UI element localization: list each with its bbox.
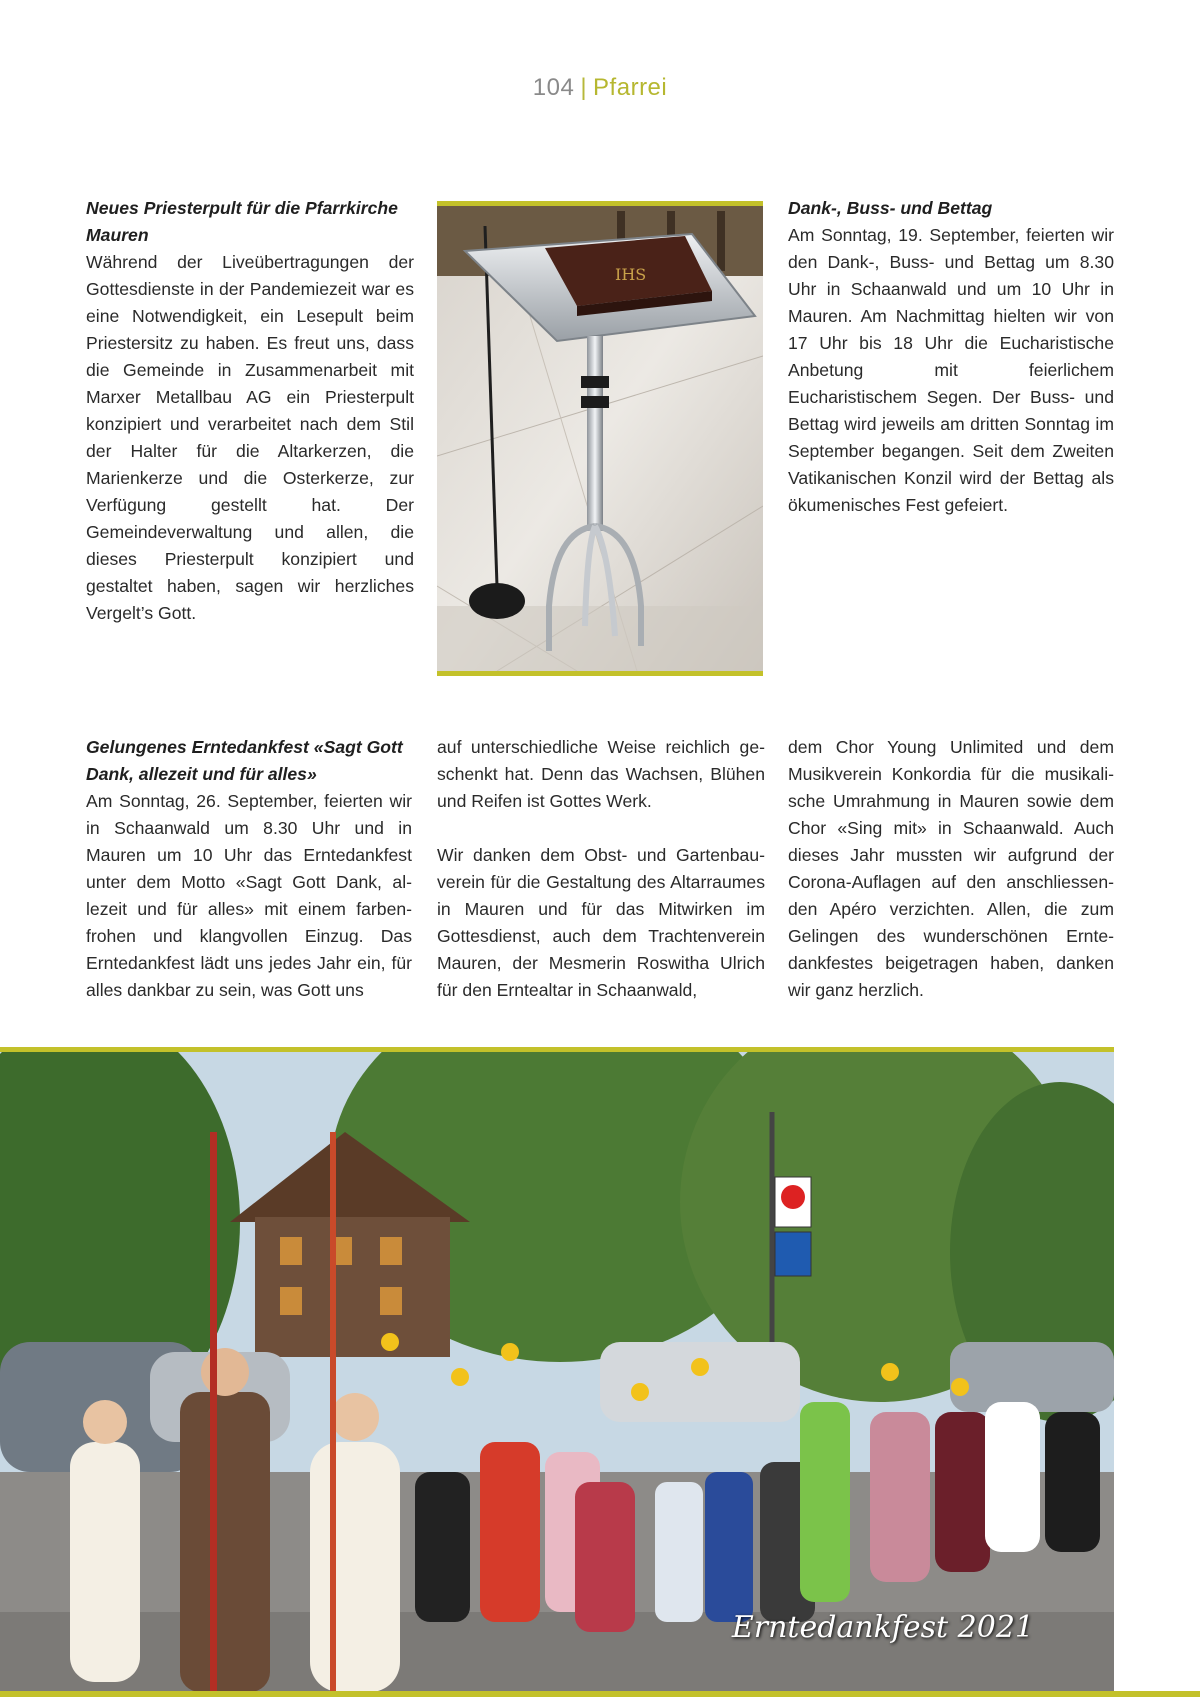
lectern-photo [437,201,763,676]
lectern-illustration [437,206,763,671]
page-number: 104 [532,74,575,101]
article-erntedank-col3 [788,734,1114,1004]
article-body: dem Chor Young Unlimited und dem Musikverein Konkordia für die musikalische Umrahmung in Mauren sowie dem Chor «Sing mit» in Schaanwald. Auch dieses Jahr mussten wir aufgrund der Corona-Auflagen auf den anschliessenden Apéro verzichten. Allen, die zum Gelingen des wunderschönen Erntedankfestes beigetragen haben, danken wir ganz herzlich. [788,737,1114,1000]
header-separator: | [580,74,588,101]
article-title: Neues Priesterpult für die Pfarrkirche Mauren [86,198,398,245]
article-title: Gelungenes Erntedankfest «Sagt Gott Dank, allezeit und für alles» [86,737,403,784]
section-title: Pfarrei [593,74,668,101]
article-body: Während der Liveübertragungen der Gottesdienste in der Pandemiezeit war es eine Notwendigkeit, ein Lesepult beim Priestersitz zu haben. Es freut uns, dass die Gemeinde in Zusammenarbeit mit Marxer Metallbau AG ein Priesterpult konzipiert und verarbeitet nach dem Stil der Halter für die Altarkerzen, die Marienkerze und die Osterkerze, zur Verfügung gestellt hat. Der Gemeindeverwaltung und allen, die dieses Priesterpult konzipiert und gestaltet haben, sagen wir herzliches Vergelt’s Gott. [86,252,414,623]
procession-photo [0,1047,1114,1697]
procession-illustration [0,1052,1114,1697]
article-body: Am Sonntag, 19. September, feierten wir den Dank-, Buss- und Bettag um 8.30 Uhr in Schaanwald und um 10 Uhr in Mauren. Am Nachmittag hielten wir von 17 Uhr bis 18 Uhr die Eucharistische Anbetung mit feierlichem Eucharistischem Segen. Der Buss- und Bettag wird jeweils am dritten Sonntag im September begangen. Seit dem Zweiten Vatikanischen Konzil wird der Bettag als ökumenisches Fest gefeiert. [788,225,1114,515]
photo-caption: Erntedankfest 2021 [731,1610,1034,1645]
bottom-accent-rule [0,1691,1200,1697]
book-marks: IHS [615,265,647,284]
page-header [0,74,1200,102]
article-body: auf unterschiedliche Weise reichlich geschenkt hat. Denn das Wachsen, Blühen und Reifen ist Gottes Werk. [437,737,765,811]
article-title: Dank-, Buss- und Bettag [788,198,993,218]
article-erntedank-col1 [86,734,412,1004]
article-body: Am Sonntag, 26. September, feierten wir in Schaanwald um 8.30 Uhr und in Mauren um 10 Uhr das Erntedankfest unter dem Motto «Sagt Gott Dank, allezeit und für alles» mit einem farbenfrohen und klangvollen Einzug. Das Erntedankfest lädt uns jedes Jahr ein, für alles dankbar zu sein, was Gott uns [86,791,412,1000]
article-body: Wir danken dem Obst- und Gartenbauverein für die Gestaltung des Altarraumes in Mauren und für das Mitwirken im Gottesdienst, auch dem Trachtenverein Mauren, der Mesmerin Roswitha Ulrich für den Erntealtar in Schaanwald, [437,845,765,1000]
article-bettag [788,195,1114,519]
article-erntedank-col2 [437,734,765,1004]
article-priesterpult [86,195,414,627]
